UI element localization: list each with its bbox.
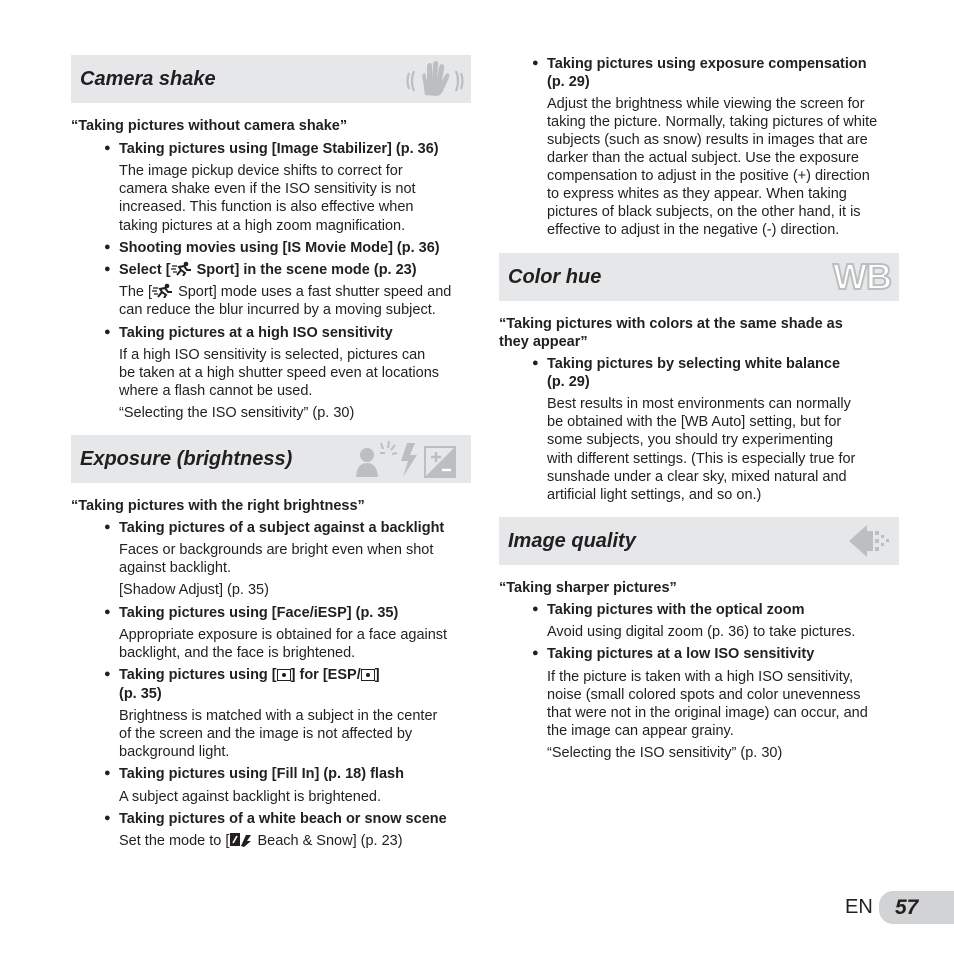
intro-text: “Taking pictures with colors at the same shade as (499, 316, 843, 332)
body-line: where a flash cannot be used. (119, 383, 313, 399)
sport-mode-icon (171, 261, 193, 281)
body-line: Adjust the brightness while viewing the screen for (547, 96, 865, 112)
color-hue-header (499, 253, 899, 301)
body-line: effective to adjust in the negative (-) direction. (547, 222, 840, 238)
body-line (119, 283, 451, 303)
text-part: Set the mode to [ (119, 833, 230, 849)
body-line: Best results in most environments can normally (547, 396, 851, 412)
body-line: The image pickup device shifts to correct for (119, 163, 403, 179)
body-line (119, 832, 403, 852)
white-balance-icon: WB (833, 256, 891, 297)
bullet-icon: ● (532, 57, 539, 69)
body-line: to express whites as they appear. When taking (547, 186, 847, 202)
hand-shake-icon (405, 59, 465, 103)
bullet-icon: ● (104, 767, 111, 779)
intro-text: “Taking pictures with the right brightness” (71, 498, 365, 514)
bullet-icon: ● (532, 357, 539, 369)
exposure-icon (355, 439, 465, 483)
intro-text: they appear” (499, 334, 588, 350)
bullet-icon: ● (532, 603, 539, 615)
item-heading: (p. 29) (547, 374, 590, 390)
body-line: artificial light settings, and so on.) (547, 487, 762, 503)
sport-mode-icon (152, 283, 174, 303)
item-heading: Taking pictures using [Fill In] (p. 18) flash (119, 766, 404, 782)
body-line: Brightness is matched with a subject in the center (119, 708, 438, 724)
image-quality-arrow-icon (847, 521, 893, 565)
body-line: A subject against backlight is brightened. (119, 789, 381, 805)
exposure-header (71, 435, 471, 483)
bullet-icon: ● (104, 241, 111, 253)
body-line: backlight, and the face is brightened. (119, 645, 356, 661)
body-line: Appropriate exposure is obtained for a face against (119, 627, 448, 643)
body-line: the image can appear grainy. (547, 723, 734, 739)
language-label: EN (845, 896, 873, 918)
bullet-icon: ● (104, 521, 111, 533)
body-line: pictures of black subjects, on the other hand, it is (547, 204, 861, 220)
body-line: some subjects, you should try experimenting (547, 432, 834, 448)
camera-shake-header (71, 55, 471, 103)
body-line: can reduce the blur incurred by a moving subject. (119, 302, 436, 318)
bullet-icon: ● (104, 142, 111, 154)
text-part: Taking pictures using [ (119, 667, 277, 683)
body-line: noise (small colored spots and color unevenness (547, 687, 861, 703)
item-heading: (p. 35) (119, 686, 162, 702)
item-heading (119, 261, 417, 281)
section-title: Camera shake (80, 68, 216, 90)
body-line: increased. This function is also effective when (119, 199, 414, 215)
body-line: camera shake even if the ISO sensitivity is not (119, 181, 416, 197)
reference-link[interactable]: [Shadow Adjust] (p. 35) (119, 582, 269, 598)
item-heading: Taking pictures using exposure compensation (547, 56, 867, 72)
text-part: Sport] mode uses a fast shutter speed and (174, 284, 452, 300)
body-line: with different settings. (This is especially true for (547, 451, 856, 467)
bullet-icon: ● (104, 668, 111, 680)
body-line: Faces or backgrounds are bright even when shot (119, 542, 434, 558)
section-title: Image quality (508, 530, 636, 552)
body-line: that were not in the original image) can occur, and (547, 705, 868, 721)
reference-link[interactable]: “Selecting the ISO sensitivity” (p. 30) (547, 745, 783, 761)
bullet-icon: ● (104, 326, 111, 338)
intro-text: “Taking sharper pictures” (499, 580, 677, 596)
text-part: Select [ (119, 262, 171, 278)
reference-link[interactable]: “Selecting the ISO sensitivity” (p. 30) (119, 405, 355, 421)
item-heading: Taking pictures at a low ISO sensitivity (547, 646, 815, 662)
body-line: compensation to adjust in the positive (+) direction (547, 168, 870, 184)
bullet-icon: ● (532, 647, 539, 659)
body-line: be obtained with the [WB Auto] setting, but for (547, 414, 842, 430)
beach-snow-icon (229, 832, 253, 852)
item-heading (119, 666, 380, 684)
body-line: of the screen and the image is not affected by (119, 726, 413, 742)
body-line: taking the picture. Normally, taking pictures of white (547, 114, 878, 130)
body-line: sunshade under a clear sky, mixed natural and (547, 469, 847, 485)
image-quality-header (499, 517, 899, 565)
item-heading: Taking pictures by selecting white balance (547, 356, 841, 372)
spot-metering-icon (361, 669, 375, 681)
body-line: Avoid using digital zoom (p. 36) to take pictures. (547, 624, 856, 640)
intro-text: “Taking pictures without camera shake” (71, 118, 348, 134)
spot-metering-icon (277, 669, 291, 681)
body-line: be taken at a high shutter speed even at locations (119, 365, 440, 381)
text-part: Sport] in the scene mode (p. 23) (192, 262, 417, 278)
body-line: subjects (such as snow) results in images that are (547, 132, 868, 148)
item-heading: Taking pictures with the optical zoom (547, 602, 805, 618)
item-heading: Taking pictures at a high ISO sensitivity (119, 325, 393, 341)
text-part: ] for [ESP/ (290, 667, 361, 683)
item-heading: Shooting movies using [IS Movie Mode] (p. 36) (119, 240, 440, 256)
page-number-tab (879, 891, 954, 924)
page-number: 57 (895, 896, 919, 919)
item-heading: Taking pictures of a white beach or snow scene (119, 811, 447, 827)
text-part: Beach & Snow] (p. 23) (253, 833, 403, 849)
item-heading: Taking pictures of a subject against a backlight (119, 520, 445, 536)
body-line: If the picture is taken with a high ISO sensitivity, (547, 669, 853, 685)
bullet-icon: ● (104, 263, 111, 275)
bullet-icon: ● (104, 812, 111, 824)
bullet-icon: ● (104, 606, 111, 618)
item-heading: (p. 29) (547, 74, 590, 90)
section-title: Color hue (508, 266, 602, 288)
text-part: The [ (119, 284, 153, 300)
item-heading: Taking pictures using [Face/iESP] (p. 35) (119, 605, 399, 621)
body-line: taking pictures at a high zoom magnification. (119, 218, 406, 234)
body-line: against backlight. (119, 560, 232, 576)
body-line: darker than the actual subject. Use the exposure (547, 150, 859, 166)
body-line: background light. (119, 744, 230, 760)
item-heading: Taking pictures using [Image Stabilizer] (p. 36) (119, 141, 439, 157)
body-line: If a high ISO sensitivity is selected, pictures can (119, 347, 426, 363)
text-part: ] (374, 667, 380, 683)
section-title: Exposure (brightness) (80, 448, 293, 470)
